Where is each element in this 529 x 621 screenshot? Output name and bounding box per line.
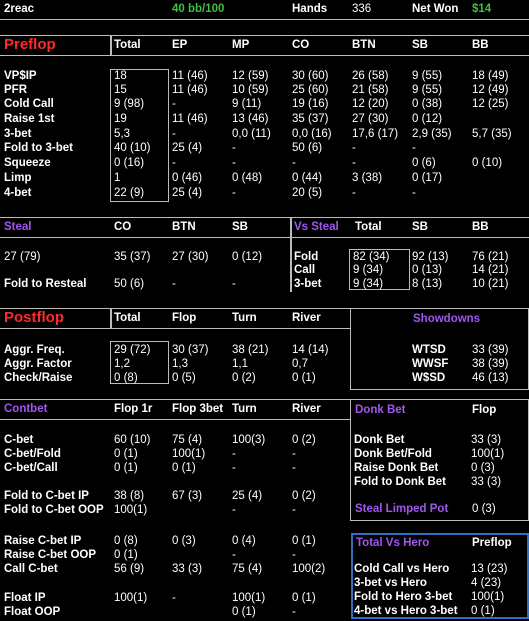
donkbet-col: Flop [472,404,497,416]
preflop-cell: 11 (46) [172,113,208,125]
preflop-cell: - [412,142,416,154]
preflop-title: Preflop [4,36,56,53]
steal-val: 27 (30) [172,251,209,263]
preflop-row-label: 4-bet [4,187,32,199]
preflop-cell: 40 (10) [114,142,151,154]
preflop-cell: 3 (38) [352,172,383,184]
preflop-cell: 0,0 (16) [292,128,332,140]
donkbet-row-label: Donk Bet [354,434,405,446]
preflop-cell: 0 (46) [172,172,203,184]
showdown-value: 33 (39) [472,344,509,356]
preflop-cell: 0 (44) [292,172,323,184]
preflop-cell: 20 (5) [292,187,323,199]
divider [110,35,112,56]
donkbet-cell: 0 (3) [471,462,495,474]
postflop-row-label: Aggr. Factor [4,358,72,370]
contbet-cell: 100(2) [292,563,326,575]
preflop-cell: 2,9 (35) [412,128,452,140]
vssteal-row-label: 3-bet [294,278,322,290]
steal-title: Steal [4,221,32,233]
preflop-cell: - [172,157,176,169]
vssteal-row-label: Call [294,264,316,276]
divider [290,217,292,292]
contbet-cell: 60 (10) [114,434,151,446]
vssteal-cell: 76 (21) [472,251,509,263]
preflop-cell: 19 (16) [292,98,329,110]
contbet-cell: 0 (8) [114,535,138,547]
vssteal-cell: 9 (34) [353,264,384,276]
postflop-cell: 1,1 [232,358,248,370]
title-bar [0,0,529,20]
preflop-cell: 0 (16) [114,157,145,169]
donkbet-cell: 100(1) [471,448,505,460]
contbet-cell: - [292,549,296,561]
contbet-row-label: C-bet [4,434,34,446]
postflop-cell: 30 (37) [172,344,209,356]
preflop-col: EP [172,39,188,51]
contbet-cell: - [292,504,296,516]
postflop-col: Turn [232,312,257,324]
postflop-row-label: Check/Raise [4,372,73,384]
steal-limped-val: 0 (3) [472,503,496,515]
contbet-cell: 0 (1) [292,535,316,547]
contbet-cell: - [292,606,296,618]
postflop-title: Postflop [4,309,64,326]
preflop-row-label: Cold Call [4,98,54,110]
preflop-cell: 18 (49) [472,70,509,82]
contbet-cell: 33 (3) [172,563,203,575]
preflop-cell: 10 (59) [232,84,269,96]
contbet-cell: - [232,504,236,516]
steal-total: 27 (79) [4,251,41,263]
donkbet-row-label: Donk Bet/Fold [354,448,432,460]
preflop-cell: 9 (55) [412,70,443,82]
donkbet-row-label: Fold to Donk Bet [354,476,446,488]
preflop-row-label: VP$IP [4,70,37,82]
showdown-label: WTSD [412,344,446,356]
contbet-col: Flop 1r [114,403,153,415]
contbet-cell: 100(1) [232,592,266,604]
vshero-cell: 100(1) [471,591,505,603]
contbet-row-label: Fold to C-bet OOP [4,504,104,516]
contbet-row-label: C-bet/Call [4,462,58,474]
postflop-cell: 14 (14) [292,344,329,356]
preflop-cell: 0 (17) [412,172,443,184]
preflop-row-label: 3-bet [4,128,32,140]
contbet-cell: 75 (4) [172,434,203,446]
showdown-value: 46 (13) [472,372,509,384]
preflop-row-label: Fold to 3-bet [4,142,73,154]
preflop-cell: 5,7 (35) [472,128,512,140]
contbet-cell: - [172,592,176,604]
preflop-cell: 25 (4) [172,142,203,154]
contbet-cell: 67 (3) [172,490,203,502]
preflop-cell: - [292,157,296,169]
contbet-cell: 100(1) [172,448,206,460]
donkbet-cell: 33 (3) [471,476,502,488]
postflop-cell: 38 (21) [232,344,269,356]
preflop-cell: 11 (46) [172,84,208,96]
preflop-cell: 26 (58) [352,70,389,82]
steal-col: CO [114,221,132,233]
vssteal-col: BB [472,221,489,233]
preflop-cell: 18 [114,70,127,82]
preflop-cell: - [172,128,176,140]
preflop-col: BB [472,39,489,51]
postflop-col: Total [114,312,141,324]
preflop-cell: 50 (6) [292,142,323,154]
preflop-cell: 17,6 (17) [352,128,399,140]
resteal-val: 50 (6) [114,278,145,290]
contbet-cell: 0 (2) [292,434,316,446]
contbet-cell: - [292,448,296,460]
contbet-col: River [292,403,321,415]
postflop-cell: 0 (5) [172,372,196,384]
vshero-col: Preflop [472,537,512,549]
preflop-cell: - [232,187,236,199]
contbet-cell: 56 (9) [114,563,145,575]
steal-col: SB [232,221,248,233]
postflop-col: Flop [172,312,197,324]
postflop-cell: 1,3 [172,358,188,370]
donkbet-cell: 33 (3) [471,434,502,446]
postflop-col: River [292,312,321,324]
preflop-cell: 9 (98) [114,98,145,110]
preflop-col: MP [232,39,250,51]
vshero-cell: 4 (23) [471,577,502,589]
steal-header [0,217,529,238]
steal-col: BTN [172,221,196,233]
resteal-val: - [232,278,236,290]
contbet-cell: 0 (3) [172,535,196,547]
contbet-cell: - [292,462,296,474]
preflop-cell: 0,0 (11) [232,128,271,140]
preflop-cell: - [352,187,356,199]
preflop-cell: 11 (46) [172,70,208,82]
hands-value: 336 [352,3,372,15]
vssteal-row-label: Fold [294,251,319,263]
contbet-row-label: Float OOP [4,606,61,618]
vssteal-cell: 92 (13) [412,251,449,263]
postflop-cell: 0 (2) [232,372,256,384]
preflop-col: Total [114,39,141,51]
vshero-title: Total Vs Hero [356,537,430,549]
preflop-cell: - [352,157,356,169]
preflop-cell: 21 (58) [352,84,389,96]
contbet-cell: 0 (1) [292,592,316,604]
showdowns-title: Showdowns [413,313,481,325]
steal-val: 0 (12) [232,251,263,263]
player-name: 2reac [4,3,35,15]
vssteal-title: Vs Steal [294,221,339,233]
vshero-row-label: Cold Call vs Hero [354,563,450,575]
vssteal-cell: 82 (34) [353,251,390,263]
vshero-cell: 0 (1) [471,605,495,617]
contbet-title: Contbet [4,403,48,415]
contbet-cell: 0 (1) [232,606,256,618]
contbet-col: Flop 3bet [172,403,224,415]
contbet-row-label: Call C-bet [4,563,58,575]
vshero-row-label: Fold to Hero 3-bet [354,591,453,603]
postflop-cell: 1,2 [114,358,130,370]
contbet-row-label: Raise C-bet IP [4,535,82,547]
preflop-row-label: PFR [4,84,27,96]
vssteal-cell: 9 (34) [353,278,384,290]
contbet-header [0,399,350,420]
contbet-cell: 100(3) [232,434,266,446]
preflop-cell: 1 [114,172,121,184]
contbet-cell: 100(1) [114,504,148,516]
preflop-cell: 12 (49) [472,84,509,96]
preflop-cell: 0 (10) [472,157,503,169]
contbet-cell: - [232,462,236,474]
postflop-cell: 0 (8) [114,372,138,384]
preflop-cell: 15 [114,84,127,96]
stake-value: 40 bb/100 [172,3,225,15]
contbet-cell: 100(1) [114,592,148,604]
steal-val: 35 (37) [114,251,151,263]
postflop-cell: 0 (1) [292,372,316,384]
preflop-cell: - [352,142,356,154]
steal-limped-label: Steal Limped Pot [355,503,449,515]
preflop-cell: 25 (60) [292,84,329,96]
contbet-cell: - [232,549,236,561]
contbet-cell: 0 (1) [114,448,138,460]
preflop-col: BTN [352,39,376,51]
contbet-cell: 38 (8) [114,490,145,502]
postflop-header [0,308,350,329]
preflop-col: CO [292,39,310,51]
showdown-value: 38 (39) [472,358,509,370]
hands-label: Hands [292,3,328,15]
divider [110,308,112,329]
preflop-cell: 25 (4) [172,187,203,199]
preflop-cell: 13 (46) [232,113,269,125]
preflop-cell: - [232,157,236,169]
contbet-cell: 0 (1) [114,462,138,474]
postflop-cell: 29 (72) [114,344,151,356]
preflop-cell: 0 (6) [412,157,436,169]
vssteal-cell: 8 (13) [412,278,443,290]
donkbet-row-label: Raise Donk Bet [354,462,439,474]
vshero-row-label: 3-bet vs Hero [354,577,427,589]
contbet-row-label: Float IP [4,592,46,604]
preflop-cell: 5,3 [114,128,130,140]
preflop-row-label: Squeeze [4,157,51,169]
contbet-cell: 0 (4) [232,535,256,547]
preflop-cell: 35 (37) [292,113,329,125]
vssteal-cell: 0 (13) [412,264,443,276]
preflop-cell: 19 [114,113,127,125]
preflop-cell: 9 (55) [412,84,443,96]
contbet-cell: 25 (4) [232,490,263,502]
contbet-col: Turn [232,403,257,415]
preflop-cell: 0 (48) [232,172,263,184]
vssteal-col: Total [355,221,382,233]
vssteal-cell: 10 (21) [472,278,509,290]
vshero-cell: 13 (23) [471,563,508,575]
preflop-cell: - [172,98,176,110]
netwon-value: $14 [472,3,492,15]
preflop-row-label: Limp [4,172,32,184]
contbet-row-label: Fold to C-bet IP [4,490,89,502]
showdown-label: W$SD [412,372,446,384]
preflop-header [0,35,529,56]
vshero-row-label: 4-bet vs Hero 3-bet [354,605,458,617]
postflop-cell: 0,7 [292,358,308,370]
preflop-cell: 22 (9) [114,187,145,199]
preflop-cell: - [412,187,416,199]
contbet-cell: 0 (1) [172,462,196,474]
preflop-cell: 9 (11) [232,98,262,110]
contbet-row-label: Raise C-bet OOP [4,549,97,561]
preflop-cell: 30 (60) [292,70,329,82]
resteal-val: - [172,278,176,290]
contbet-cell: 75 (4) [232,563,263,575]
preflop-row-label: Raise 1st [4,113,55,125]
contbet-cell: 0 (1) [114,549,138,561]
postflop-row-label: Aggr. Freq. [4,344,65,356]
showdown-label: WWSF [412,358,449,370]
contbet-cell: 0 (2) [292,490,316,502]
contbet-row-label: C-bet/Fold [4,448,61,460]
preflop-cell: - [232,142,236,154]
preflop-cell: 27 (30) [352,113,389,125]
preflop-col: SB [412,39,428,51]
preflop-cell: 12 (20) [352,98,389,110]
preflop-cell: 12 (59) [232,70,269,82]
preflop-cell: 0 (12) [412,113,443,125]
netwon-label: Net Won [412,3,459,15]
fold-to-resteal-label: Fold to Resteal [4,278,87,290]
donkbet-title: Donk Bet [355,404,406,416]
vssteal-cell: 14 (21) [472,264,509,276]
preflop-cell: 0 (38) [412,98,443,110]
vssteal-col: SB [412,221,428,233]
contbet-cell: - [232,448,236,460]
preflop-cell: 12 (25) [472,98,509,110]
donkbet-box [350,399,529,521]
